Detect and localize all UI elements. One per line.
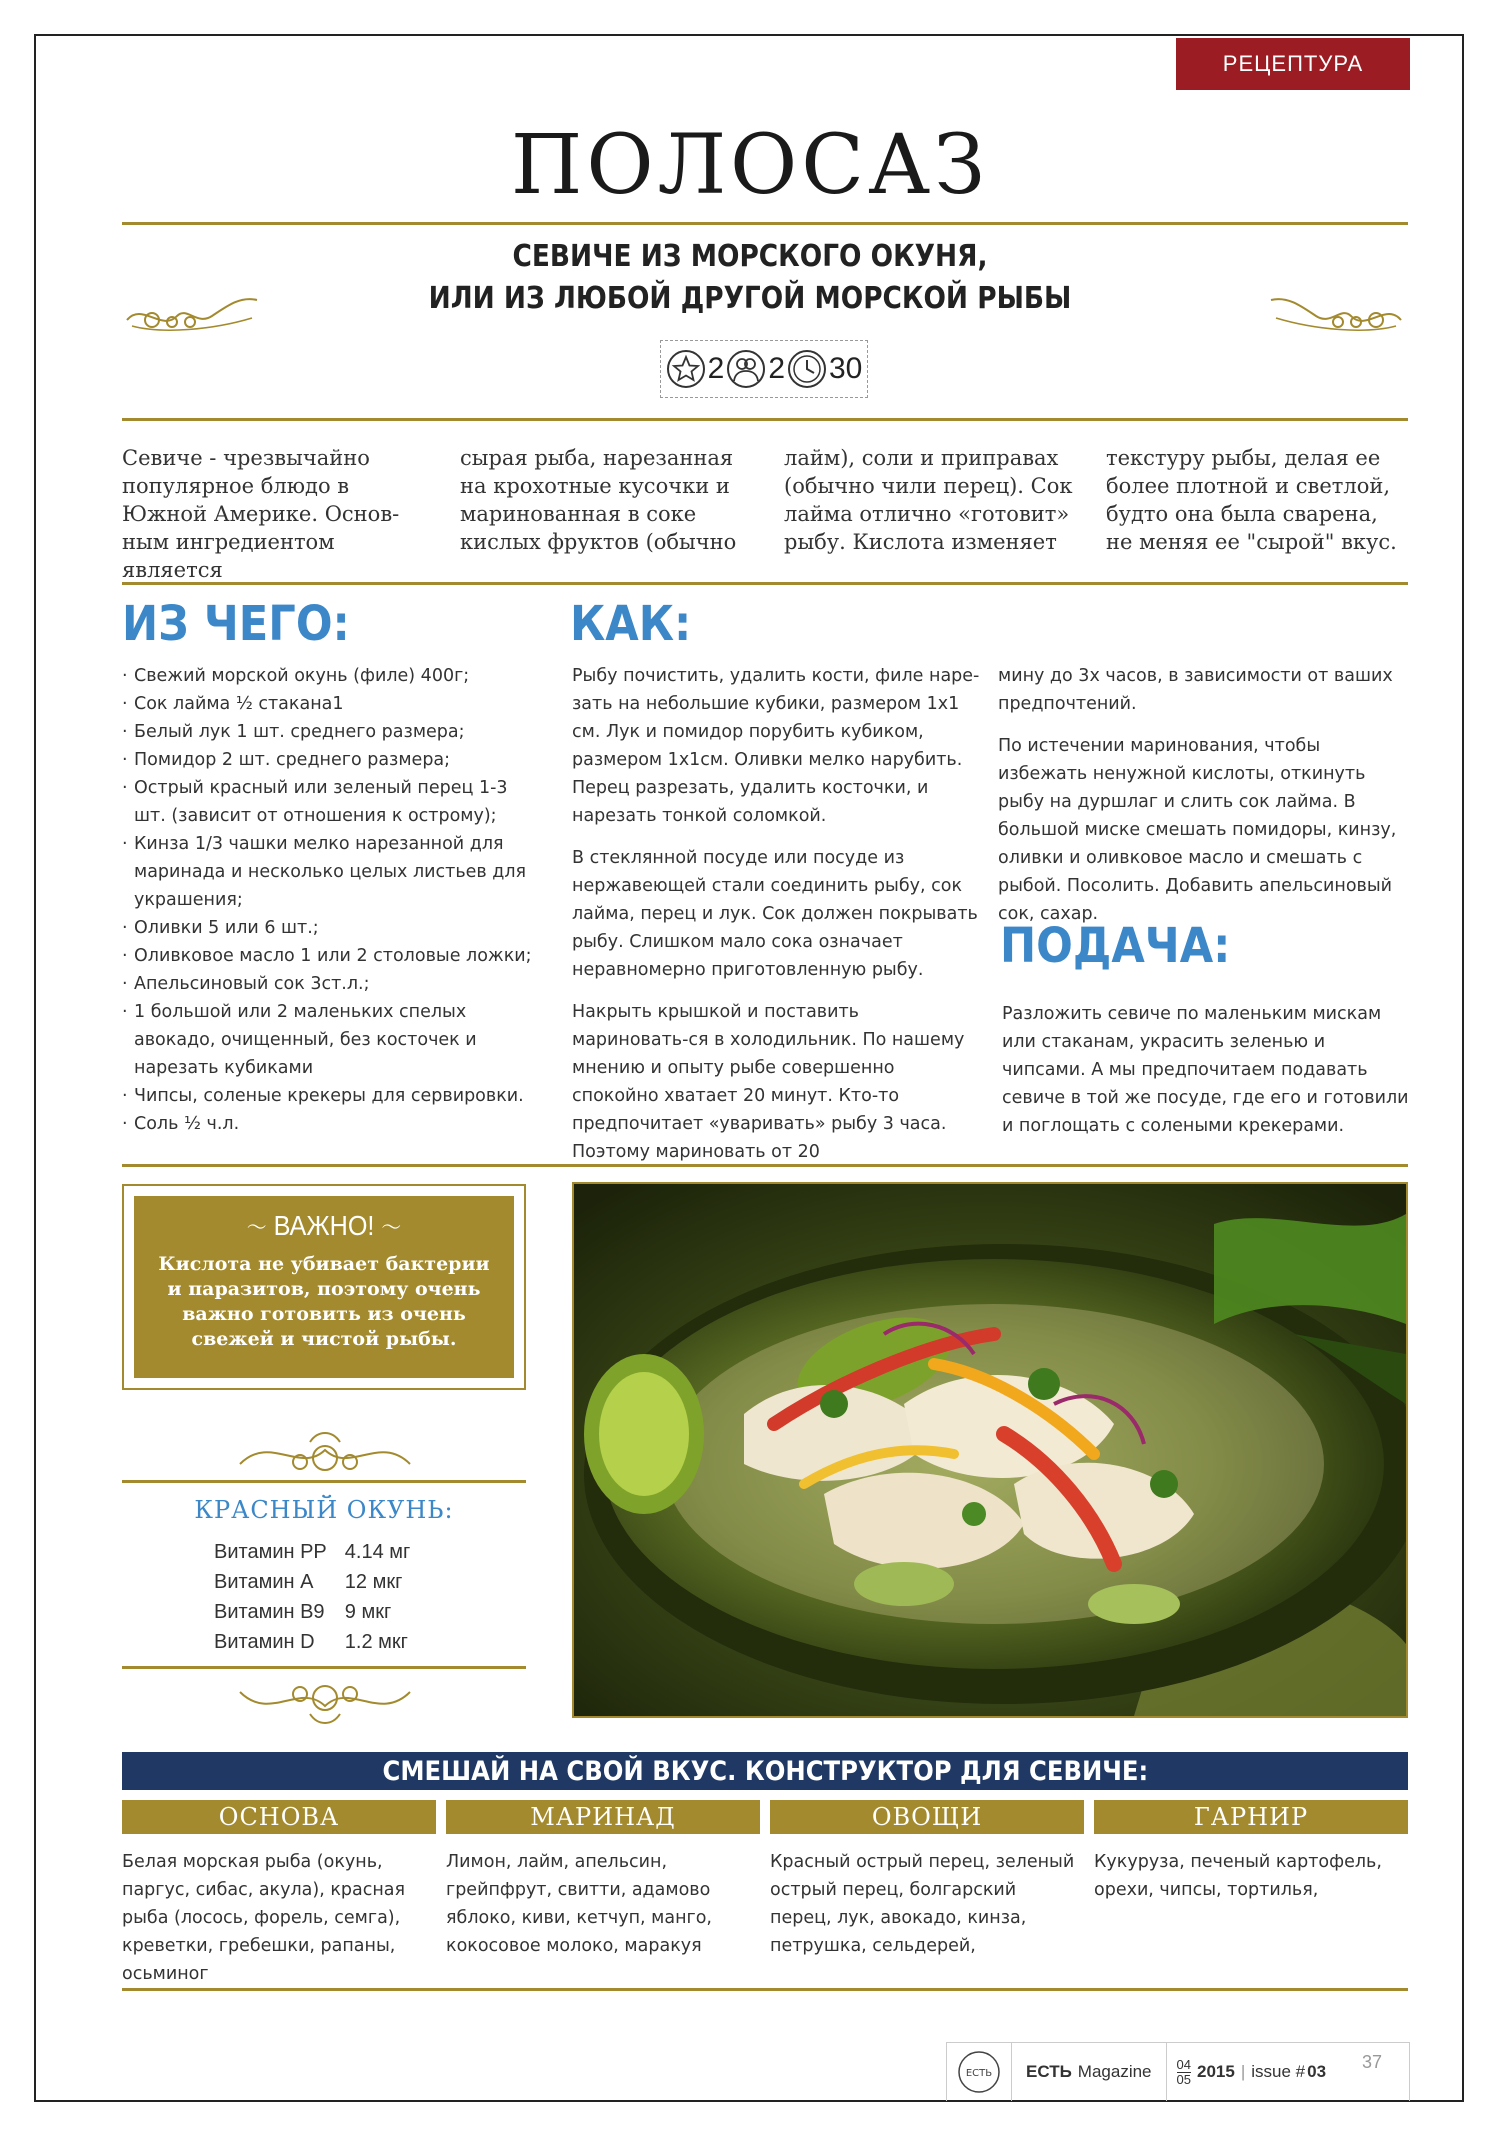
month-top: 04 (1176, 2056, 1191, 2072)
page-number: 37 (1362, 2052, 1383, 2072)
month-bottom: 05 (1176, 2071, 1191, 2087)
important-heading: 〜 ВАЖНО! 〜 (246, 1210, 402, 1241)
content-divider (122, 1164, 1408, 1167)
ingredient-item: · Свежий морской окунь (филе) 400г; (122, 662, 532, 690)
constructor-text-marinade: Лимон, лайм, апельсин, грейпфрут, свитти, адамово яблоко, киви, кетчуп, манго, кокосовое молоко, маракуя (446, 1852, 712, 1956)
constructor-banner-text: СМЕШАЙ НА СВОЙ ВКУС. КОНСТРУКТОР ДЛЯ СЕВИЧЕ: (382, 1755, 1148, 1787)
footer-divider (122, 1988, 1408, 1991)
star-icon (666, 349, 706, 389)
ingredient-item: · 1 большой или 2 маленьких спелых авокадо, очищенный, без косточек и нарезать кубиками (122, 998, 532, 1082)
vitamin-row (214, 1568, 426, 1596)
subtitle-line-2: ИЛИ ИЗ ЛЮБОЙ ДРУГОЙ МОРСКОЙ РЫБЫ (428, 281, 1072, 316)
constructor-text-base: Белая морская рыба (окунь, паргус, сибас, акула), красная рыба (лосось, форель, семга), креветки, гребешки, рапаны, осьминог (122, 1852, 406, 1984)
flourish-left-icon (122, 282, 262, 342)
ingredient-item: · Белый лук 1 шт. среднего размера; (122, 718, 532, 746)
issue-label: issue # (1251, 2062, 1306, 2081)
ornament-top-icon (230, 1424, 420, 1480)
vitamin-table (212, 1536, 428, 1658)
ingredient-item: · Соль ½ ч.л. (122, 1110, 532, 1138)
vitamin-name: Витамин PP (214, 1541, 327, 1563)
method-col-2 (998, 662, 1410, 942)
vitamin-name: Витамин А (214, 1571, 314, 1593)
intro-col-1: Севиче - чрезвычайно популярное блюдо в Южной Америке. Основ-ным ингредиентом является (122, 446, 400, 582)
vitamin-value: 12 мкг (344, 1571, 403, 1593)
magazine-logo-text: ЕСТЬ (965, 2068, 993, 2079)
intro-col-2: сырая рыба, нарезанная на крохотные кусочки и маринованная в соке кислых фруктов (обычно (460, 446, 737, 554)
method-step-1: Рыбу почистить, удалить кости, филе наре-зать на небольшие кубики, размером 1х1 см. Лук и помидор порубить кубиком, размером 1х1см. Оливки мелко нарубить. Перец разрезать, удалить косточки, и нарезать тонкой соломкой. (572, 666, 980, 826)
magazine-footer: ЕСТЬ ЕСТЬ Magazine 04 05 2015 | issue # 03 (946, 2042, 1410, 2101)
constructor-banner (122, 1752, 1408, 1790)
ceviche-photo (572, 1182, 1408, 1718)
title-divider (122, 222, 1408, 225)
important-text: Кислота не убивает бактерии и паразитов, поэтому очень важно готовить из очень свежей и чистой рыбы. (158, 1253, 490, 1350)
constructor-text-garnish: Кукуруза, печеный картофель, орехи, чипсы, тортилья, (1094, 1852, 1382, 1900)
vitamin-value: 9 мкг (344, 1601, 392, 1623)
magazine-name: ЕСТЬ (1026, 2062, 1072, 2081)
method-step-3: Накрыть крышкой и поставить мариновать-ся в холодильник. По нашему мнению и опыту рыбе совершенно спокойно хватает 20 минут. Кто-то предпочитает «уваривать» рыбу 3 часа. Поэтому мариновать от 20 (572, 1002, 965, 1162)
time-value: 30 (829, 352, 863, 385)
constructor-header-garnish: ГАРНИР (1094, 1800, 1408, 1834)
ornament-bottom-icon (230, 1676, 420, 1732)
constructor-header-marinade: МАРИНАД (446, 1800, 760, 1834)
important-heading-text: ВАЖНО! (273, 1210, 375, 1241)
fish-top-divider (122, 1480, 526, 1483)
ingredient-item: · Чипсы, соленые крекеры для сервировки. (122, 1082, 532, 1110)
clock-icon (787, 349, 827, 389)
servings-value: 2 (768, 352, 785, 385)
subtitle-line-1: СЕВИЧЕ ИЗ МОРСКОГО ОКУНЯ, (512, 239, 988, 274)
intro-col-4: текстуру рыбы, делая ее более плотной и светлой, будто она была сварена, не меняя ее "сырой" вкус. (1106, 446, 1397, 554)
recipe-meta (660, 340, 868, 398)
important-box (122, 1184, 526, 1390)
ingredient-item: · Оливки 5 или 6 шт.; (122, 914, 532, 942)
recipe-subtitle (354, 236, 1146, 320)
vitamin-row (214, 1538, 426, 1566)
issue-months (1177, 2058, 1191, 2087)
magazine-suffix: Magazine (1077, 2062, 1152, 2081)
ingredient-item: · Оливковое масло 1 или 2 столовые ложки; (122, 942, 532, 970)
serving-text: Разложить севиче по маленьким мискам или стаканам, украсить зеленью и чипсами. А мы предпочитаем подавать севиче в той же посуде, где его и готовили и поглощать с солеными крекерами. (1002, 1004, 1409, 1136)
magazine-logo-icon (956, 2049, 1002, 2095)
ceviche-dish-image (574, 1184, 1406, 1716)
method-heading: КАК: (570, 596, 692, 652)
ingredient-item: · Кинза 1/3 чашки мелко нарезанной для маринада и несколько целых листьев для украшения; (122, 830, 532, 914)
flourish-right-icon (1266, 282, 1406, 342)
meta-divider (122, 418, 1408, 421)
method-step-4: мину до 3х часов, в зависимости от ваших предпочтений. (998, 666, 1393, 714)
intro-col-3: лайм), соли и приправах (обычно чили перец). Сок лайма отлично «готовит» рыбу. Кислота изменяет (784, 446, 1073, 554)
vitamin-name: Витамин D (214, 1631, 315, 1653)
vitamin-name: Витамин B9 (214, 1601, 325, 1623)
ingredient-item: · Сок лайма ½ стакана1 (122, 690, 532, 718)
fish-bottom-divider (122, 1666, 526, 1669)
constructor-header-vegetables: ОВОЩИ (770, 1800, 1084, 1834)
ingredient-item: · Помидор 2 шт. среднего размера; (122, 746, 532, 774)
method-col-1 (572, 662, 980, 1180)
difficulty-value: 2 (707, 352, 725, 385)
issue-number: 03 (1307, 2062, 1327, 2081)
method-step-2: В стеклянной посуде или посуде из нержавеющей стали соединить рыбу, сок лайма, перец и лук. Сок должен покрывать рыбу. Слишком мало сока означает неравномерно приготовленную рыбу. (572, 848, 978, 980)
ingredient-item: · Апельсиновый сок 3ст.л.; (122, 970, 532, 998)
people-icon (726, 349, 766, 389)
ingredients-heading: ИЗ ЧЕГО: (122, 596, 350, 652)
ingredient-item: · Острый красный или зеленый перец 1-3 шт. (зависит от отношения к острому); (122, 774, 532, 830)
vitamin-value: 4.14 мг (344, 1541, 411, 1563)
method-step-5: По истечении маринования, чтобы избежать ненужной кислоты, откинуть рыбу на дуршлаг и слить сок лайма. В большой миске смешать помидоры, кинзу, оливки и оливковое масло и смешать с рыбой. Посолить. Добавить апельсиновый сок, сахар. (998, 736, 1397, 924)
vitamin-row (214, 1598, 426, 1626)
serving-heading: ПОДАЧА: (1000, 918, 1231, 974)
constructor-header-base: ОСНОВА (122, 1800, 436, 1834)
fish-heading: КРАСНЫЙ ОКУНЬ: (194, 1496, 454, 1524)
vitamin-row (214, 1628, 426, 1656)
vitamin-value: 1.2 мкг (344, 1631, 408, 1653)
ingredients-list (122, 662, 532, 1138)
issue-year: 2015 (1196, 2062, 1235, 2081)
intro-divider (122, 582, 1408, 585)
constructor-text-vegetables: Красный острый перец, зеленый острый перец, болгарский перец, лук, авокадо, кинза, петрушка, сельдерей, (770, 1852, 1075, 1956)
recipe-title: ПОЛОСАЗ (510, 118, 990, 213)
section-tag: РЕЦЕПТУРА (1176, 38, 1410, 90)
